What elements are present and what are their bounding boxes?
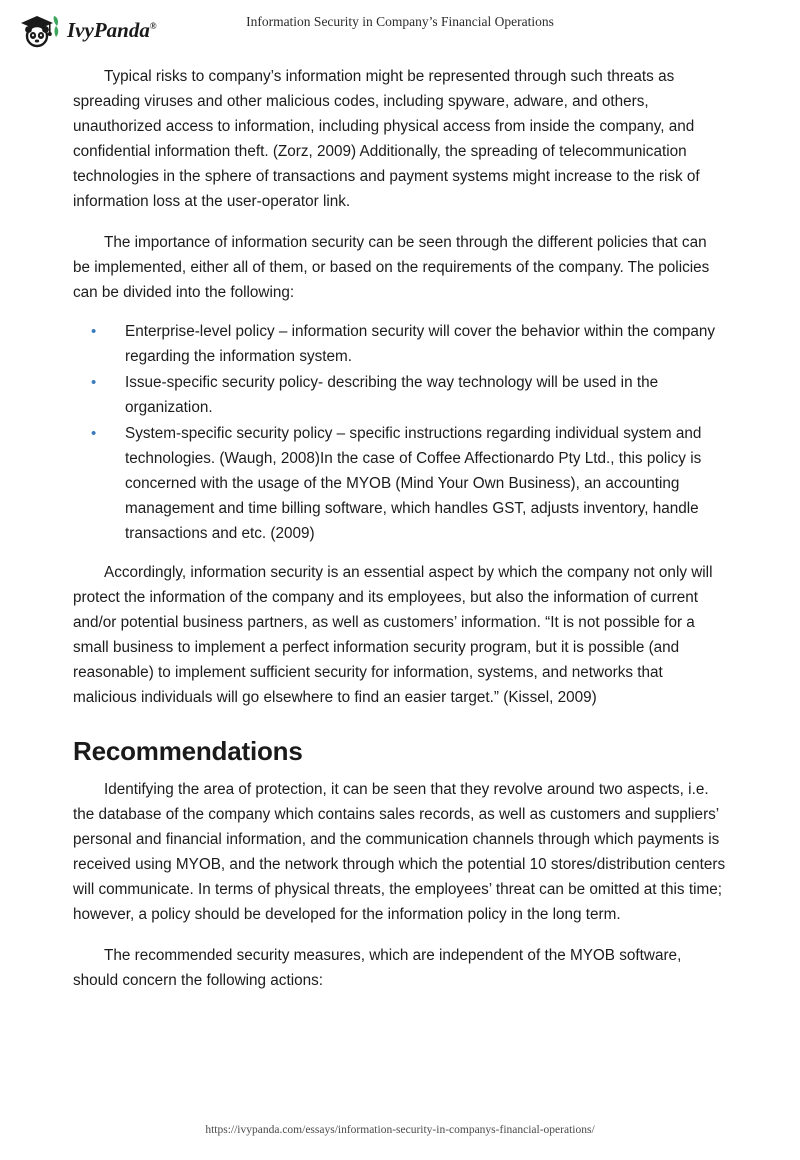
list-item-text: Enterprise-level policy – information security will cover the behavior within the company regarding the information system. xyxy=(125,323,716,365)
paragraph-area-of-protection: Identifying the area of protection, it can be seen that they revolve around two aspects, i.e. the database of the company which contains sales records, as well as customers and suppliers’ personal and financial information, and the communication channels through which payments is received using MYOB, and the network through which the potential 10 stores/distribution centers will communicate. In terms of physical threats, the employees’ threat can be omitted at this time; however, a policy should be developed for the information policy in the long term. xyxy=(73,781,726,923)
list-item-text: System-specific security policy – specific instructions regarding individual system and technologies. (Waugh, 2008)In the case of Coffee Affectionardo Pty Ltd., this policy is concerned with the usage of the MYOB (Mind Your Own Business), an accounting management and time billing software, which handles GST, adjusts inventory, handle transactions and etc. (2009) xyxy=(125,425,702,542)
policy-bullet-list xyxy=(73,319,727,546)
document-running-title: Information Security in Company’s Financial Operations xyxy=(246,14,554,29)
page-header xyxy=(0,0,800,58)
list-item xyxy=(73,421,727,546)
bullet-dot-icon: • xyxy=(91,374,97,391)
source-url-link[interactable]: https://ivypanda.com/essays/information-security-in-companys-financial-operations/ xyxy=(205,1124,595,1136)
page-footer xyxy=(0,1124,800,1136)
paragraph-importance: The importance of information security can be seen through the different policies that can be implemented, either all of them, or based on the requirements of the company. The policies can be divided into the following: xyxy=(73,234,710,301)
document-body xyxy=(73,64,727,993)
paragraph-accordingly: Accordingly, information security is an essential aspect by which the company not only will protect the information of the company and its employees, but also the information of current and/or potential business partners, as well as customers’ information. “It is not possible for a small business to implement a perfect information security program, but it is possible (and reasonable) to implement sufficient security for information, systems, and networks that malicious individuals will go elsewhere to find an easier target.” (Kissel, 2009) xyxy=(73,564,713,706)
list-item xyxy=(73,319,727,369)
brand-name-text: IvyPanda xyxy=(67,17,150,42)
bullet-dot-icon: • xyxy=(91,425,97,442)
registered-mark: ® xyxy=(149,20,157,31)
paragraph-risks: Typical risks to company’s information might be represented through such threats as spreading viruses and other malicious codes, including spyware, adware, and others, unauthorized access to information, including physical access from inside the company, and confidential information theft. (Zorz, 2009) Additionally, the spreading of telecommunication technologies in the sphere of transactions and payment systems might increase to the risk of information loss at the user-operator link. xyxy=(73,68,700,210)
page-title: Recommendations xyxy=(73,736,303,766)
list-item-text: Issue-specific security policy- describing the way technology will be used in the organization. xyxy=(125,374,659,416)
paragraph-recommended-measures: The recommended security measures, which are independent of the MYOB software, should concern the following actions: xyxy=(73,947,682,989)
bullet-dot-icon: • xyxy=(91,323,97,340)
list-item xyxy=(73,370,727,420)
